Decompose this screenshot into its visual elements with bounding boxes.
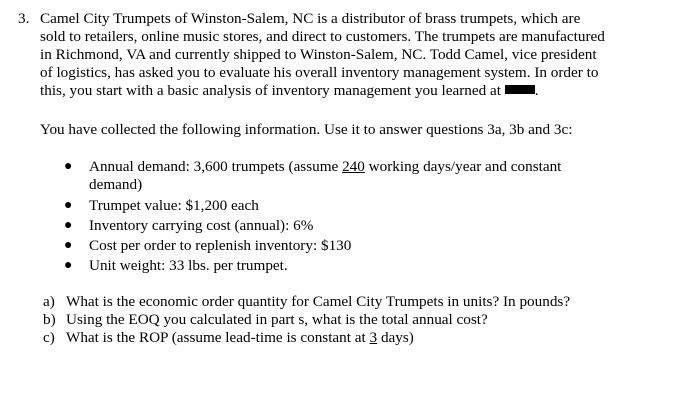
- intro-line-2: sold to retailers, online music stores, and direct to customers. The trumpets are manufactured: [40, 28, 605, 45]
- demand-text-post: working days/year and constant: [364, 158, 562, 175]
- intro-line-1: Camel City Trumpets of Winston-Salem, NC is a distributor of brass trumpets, which are: [40, 10, 581, 27]
- bullet-order-cost-text: Cost per order to replenish inventory: $130: [89, 237, 352, 254]
- question-number: 3.: [18, 10, 30, 27]
- subquestion-c-letter: c): [43, 329, 55, 346]
- intro-line-5: [40, 82, 539, 100]
- demand-text-pre: Annual demand: 3,600 trumpets (assume: [89, 158, 343, 175]
- subquestion-b-text: Using the EOQ you calculated in part s, what is the total annual cost?: [66, 311, 488, 328]
- bullet-annual-demand-text: [89, 158, 561, 176]
- bullet-icon: ●: [64, 238, 73, 253]
- bullet-icon: ●: [64, 218, 73, 233]
- bullet-unit-weight-text: Unit weight: 33 lbs. per trumpet.: [89, 257, 288, 274]
- collected-info-text: You have collected the following information. Use it to answer questions 3a, 3b and 3c:: [40, 121, 573, 138]
- subquestion-b-letter: b): [43, 311, 56, 328]
- working-days-value: 240: [342, 158, 365, 175]
- bullet-annual-demand-continued: demand): [89, 176, 143, 193]
- lead-time-value: 3: [369, 329, 378, 346]
- redaction-block: [505, 85, 535, 94]
- rop-text-pre: What is the ROP (assume lead-time is constant at: [66, 329, 370, 346]
- intro-line-4: of logistics, has asked you to evaluate his overall inventory management system. In order to: [40, 64, 599, 81]
- bullet-carrying-cost-text: Inventory carrying cost (annual): 6%: [89, 217, 314, 234]
- intro-line-3: in Richmond, VA and currently shipped to Winston-Salem, NC. Todd Camel, vice president: [40, 46, 597, 63]
- bullet-icon: ●: [64, 258, 73, 273]
- bullet-icon: ●: [64, 159, 73, 174]
- subquestion-c-text: [66, 329, 414, 347]
- intro-line-5-text: this, you start with a basic analysis of inventory management you learned at: [40, 82, 501, 99]
- bullet-icon: ●: [64, 198, 73, 213]
- subquestion-a-letter: a): [43, 293, 55, 310]
- intro-line-5-end: .: [534, 82, 539, 99]
- subquestion-a-text: What is the economic order quantity for Camel City Trumpets in units? In pounds?: [66, 293, 571, 310]
- rop-text-post: days): [377, 329, 414, 346]
- bullet-trumpet-value-text: Trumpet value: $1,200 each: [89, 197, 259, 214]
